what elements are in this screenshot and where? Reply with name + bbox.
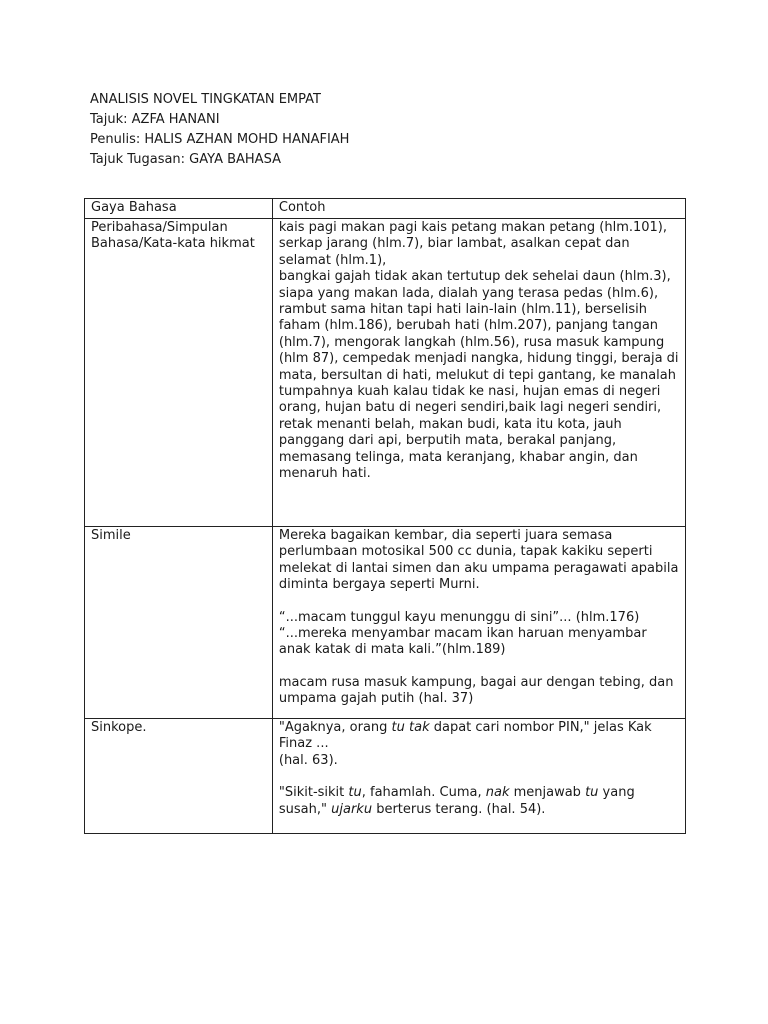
table-row [85, 219, 686, 527]
assignment-title: Tajuk Tugasan: GAYA BAHASA [90, 152, 281, 167]
example-paragraph: bangkai gajah tidak akan tertutup dek sehelai daun (hlm.3), siapa yang makan lada, dialah yang terasa pedas (hlm.6), rambut sama hitan tapi hati lain-lain (hlm.11), berselisih faham (hlm.186), berubah hati (hlm.207), panjang tangan (hlm.7), mengorak langkah (hlm.56), rusa masuk kampung (hlm 87), cempedak menjadi nangka, hidung tinggi, beraja di mata, bersultan di hati, melukut di tepi gantang, ke manalah tumpahnya kuah kalau tidak ke nasi, hujan emas di negeri orang, hujan batu di negeri sendiri,baik lagi negeri sendiri, retak menanti belah, makan budi, kata itu kota, jauh panggang dari api, berputih mata, berakal panjang, memasang telinga, mata keranjang, khabar angin, dan menaruh hati. [278, 269, 679, 482]
paragraph-spacer [279, 594, 679, 610]
column-header-gaya-bahasa: Gaya Bahasa [85, 199, 273, 219]
example-paragraph: macam rusa masuk kampung, bagai aur dengan tebing, dan umpama gajah putih (hal. 37) [278, 674, 674, 707]
example-quote: "Sikit-sikit tu, fahamlah. Cuma, nak menjawab tu yang susah," ujarku berterus terang. (hal. 54). [278, 785, 635, 817]
document-title: ANALISIS NOVEL TINGKATAN EMPAT [90, 92, 321, 107]
example-quote: "Agaknya, orang tu tak dapat cari nombor PIN," jelas Kak Finaz ... [278, 720, 652, 752]
table-header-row [85, 199, 686, 219]
document-header [90, 90, 349, 170]
paragraph-spacer [279, 659, 679, 675]
table-row [85, 719, 686, 834]
figures-of-speech-table [84, 198, 686, 834]
column-header-contoh: Contoh [272, 199, 685, 219]
row-examples-sinkope [272, 719, 685, 834]
row-examples-peribahasa [272, 219, 685, 527]
row-examples-simile [272, 527, 685, 719]
novel-title: Tajuk: AZFA HANANI [90, 112, 220, 127]
example-paragraph: kais pagi makan pagi kais petang makan petang (hlm.101), serkap jarang (hlm.7), biar lambat, asalkan cepat dan selamat (hlm.1), [278, 220, 668, 268]
example-paragraph: Mereka bagaikan kembar, dia seperti juara semasa perlumbaan motosikal 500 cc dunia, tapak kakiku seperti melekat di lantai simen dan aku umpama peragawati apabila diminta bergaya seperti Murni. [278, 528, 679, 593]
row-label-peribahasa: Peribahasa/Simpulan Bahasa/Kata-kata hikmat [85, 219, 273, 527]
row-label-simile: Simile [85, 527, 273, 719]
paragraph-spacer [279, 769, 679, 785]
author-line: Penulis: HALIS AZHAN MOHD HANAFIAH [90, 132, 350, 147]
example-quote: “...macam tunggul kayu menunggu di sini”... (hlm.176) [278, 609, 640, 625]
table-row [85, 527, 686, 719]
example-reference: (hal. 63). [278, 752, 338, 768]
row-label-sinkope: Sinkope. [85, 719, 273, 834]
example-quote: “...mereka menyambar macam ikan haruan menyambar anak katak di mata kali.”(hlm.189) [278, 626, 647, 658]
